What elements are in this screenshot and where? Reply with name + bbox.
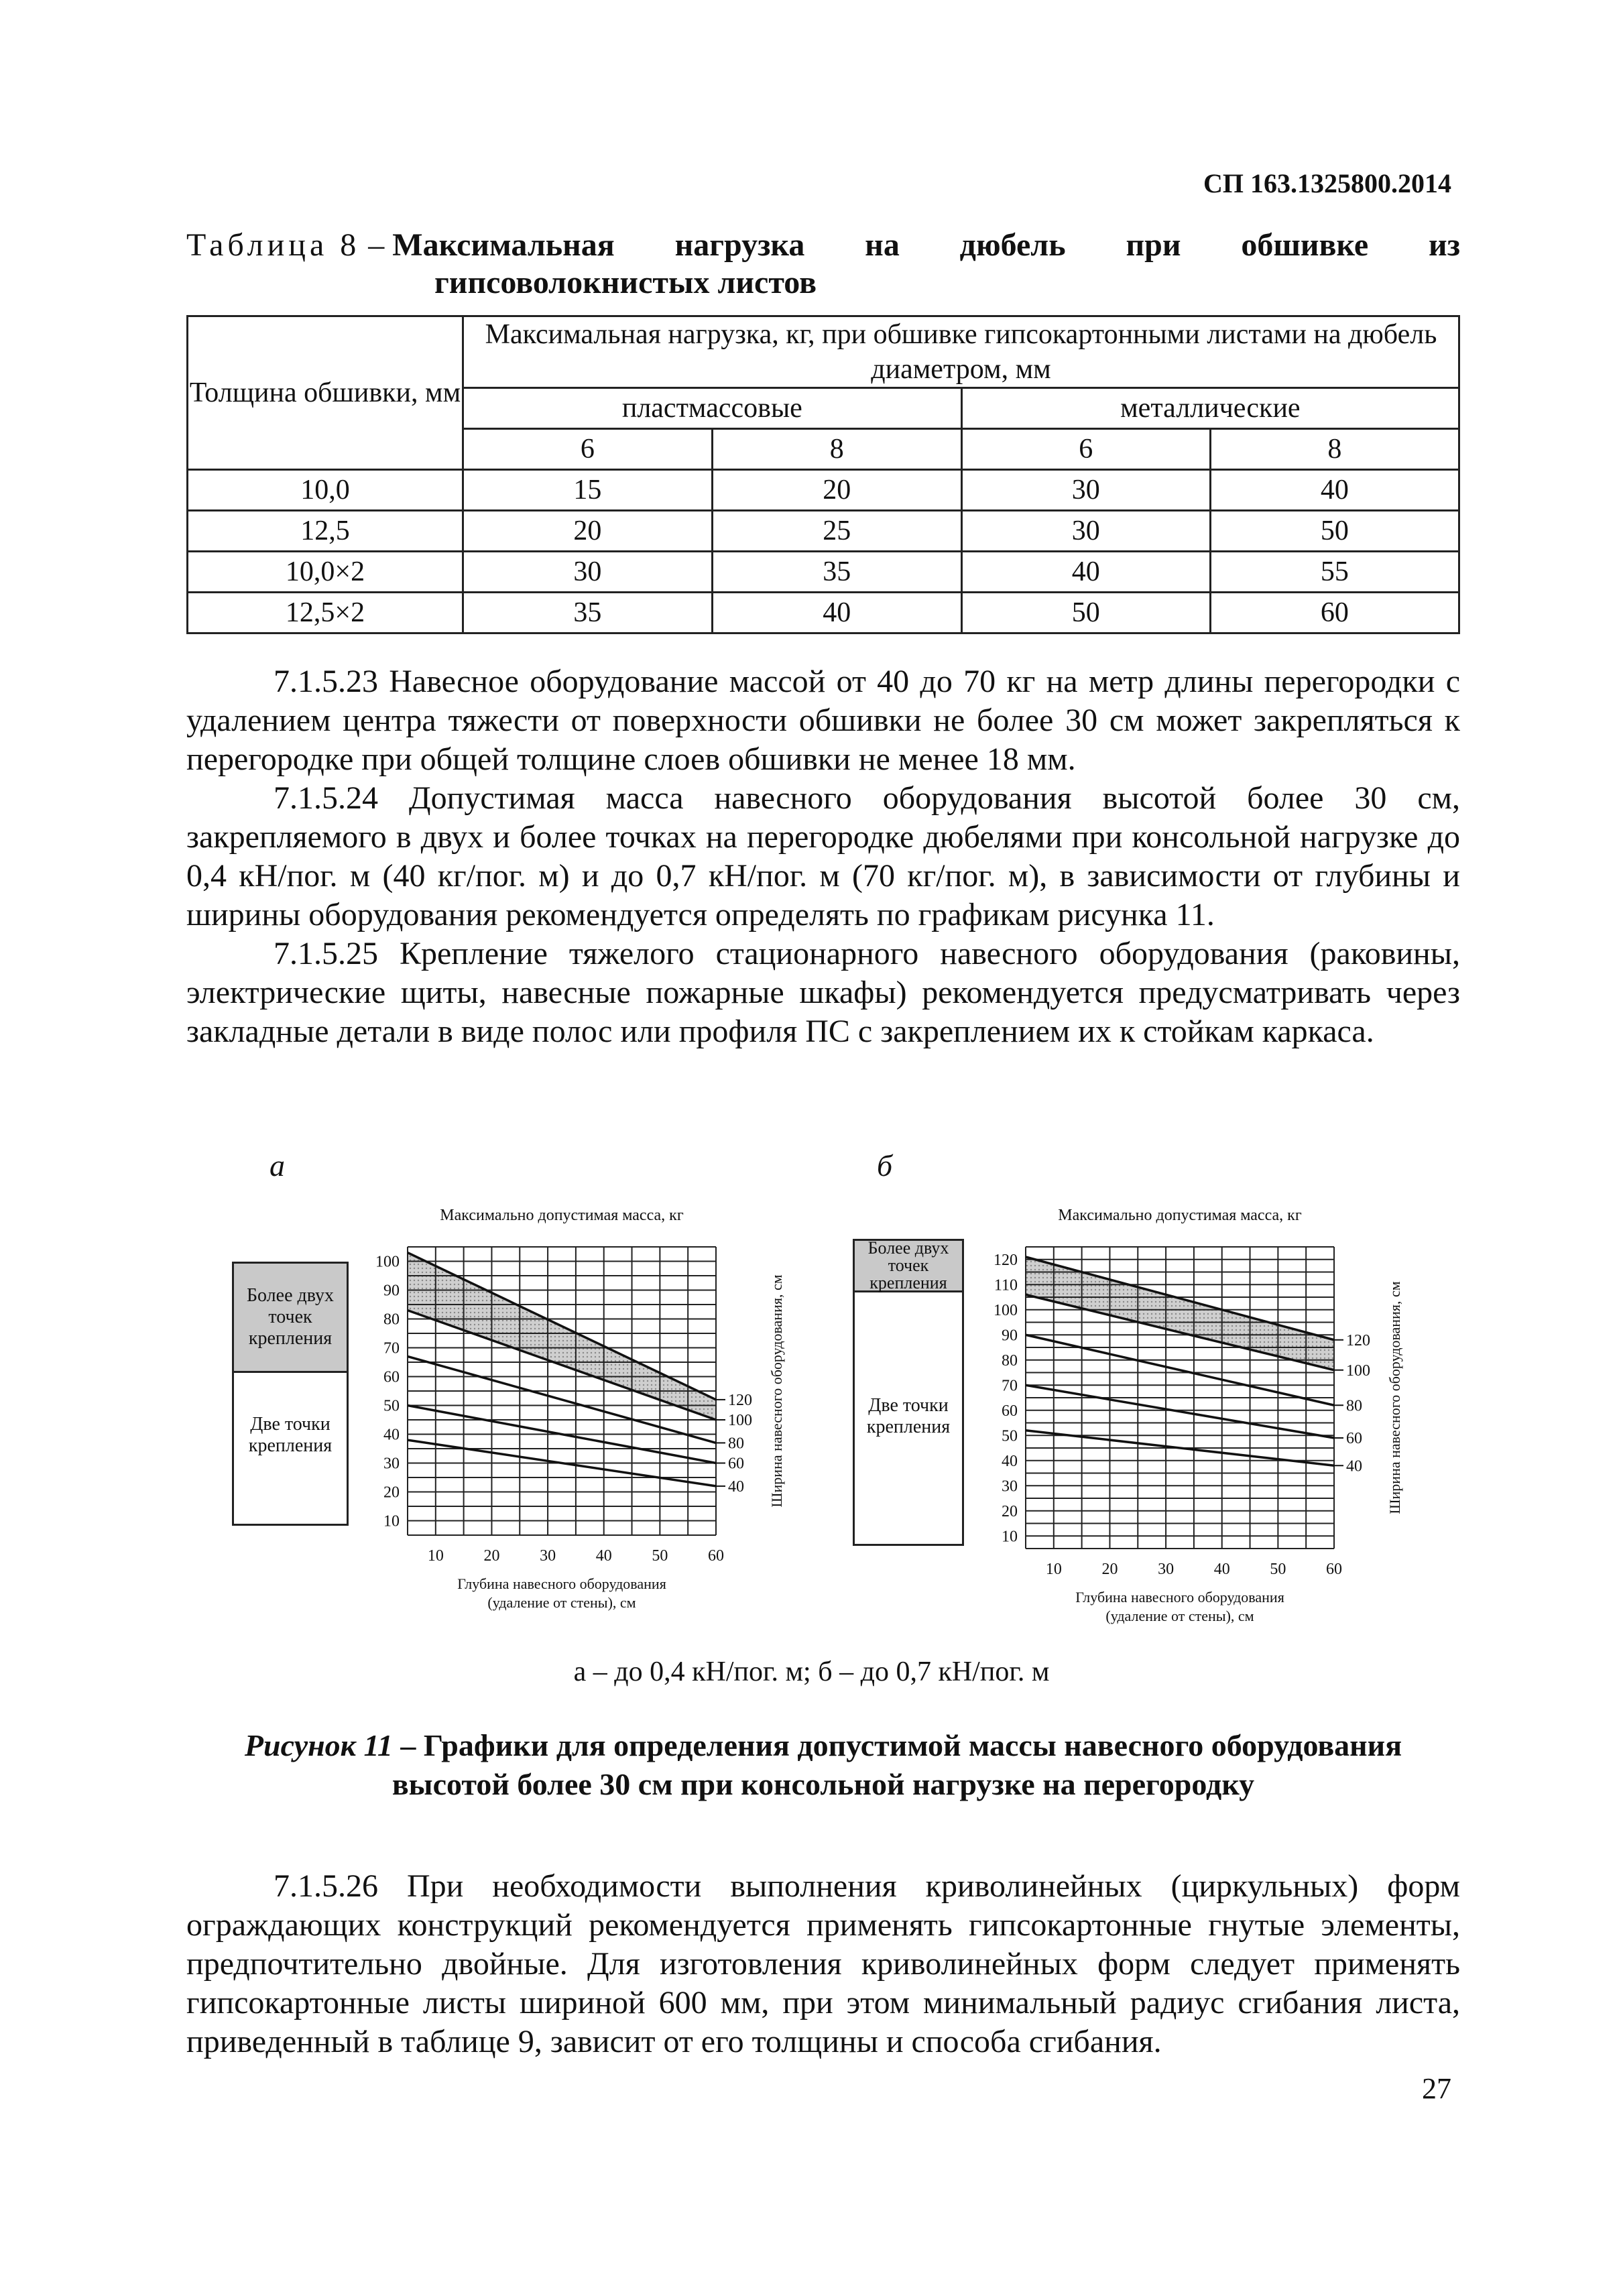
x-tick-label: 50 <box>1270 1561 1286 1578</box>
chart-b <box>965 1200 1448 1636</box>
table-cell: 35 <box>712 552 961 593</box>
panel-a-letter: а <box>269 1148 285 1183</box>
chart-b-zone-multi: Более двух точек крепления <box>855 1241 962 1292</box>
table-caption-word: при <box>1126 227 1181 263</box>
right-axis-label: Ширина навесного оборудования, см <box>1386 1281 1403 1514</box>
table-cell: 12,5 <box>188 511 463 552</box>
table-head-metal: металлические <box>961 388 1459 429</box>
panel-b-letter: б <box>877 1148 893 1183</box>
y-tick-label: 120 <box>994 1251 1018 1269</box>
table-caption-prefix: Таблица 8 <box>186 227 361 263</box>
shaded-zone <box>1026 1257 1334 1370</box>
y-tick-label: 60 <box>1002 1402 1018 1420</box>
chart-a <box>349 1207 818 1622</box>
table-cell: 50 <box>961 593 1210 633</box>
table-cell: 25 <box>712 511 961 552</box>
x-tick-label: 20 <box>1101 1561 1118 1578</box>
paragraph: 7.1.5.25 Крепление тяжелого стационарного навесного оборудования (раковины, электрические щиты, навесные пожарные шкафы) рекомендуется предусматривать через закладные детали в виде полос или профиля ПС с закреплением их к стойкам каркаса. <box>186 936 1460 1049</box>
right-axis-label: Ширина навесного оборудования, см <box>768 1274 785 1508</box>
table-cell: 50 <box>1210 511 1459 552</box>
chart-a-zone-multi: Более двух точек крепления <box>234 1264 347 1373</box>
table-caption-word: Максимальная <box>392 227 615 263</box>
x-tick-label: 20 <box>483 1547 500 1565</box>
paragraph: 7.1.5.26 При необходимости выполнения криволинейных (циркульных) форм ограждающих конструкций рекомендуется применять гипсокартонные гнутые элементы, предпочтительно двойные. Для изготовления криволинейных форм следует применять гипсокартонные листы шириной 600 мм, при этом минимальный радиус сгибания листа, приведенный в таблице 9, зависит от его толщины и способа сгибания. <box>186 1868 1460 2059</box>
x-axis-label: (удаление от стены), см <box>1105 1608 1254 1624</box>
y-tick-label: 80 <box>1002 1351 1018 1370</box>
table-cell: 30 <box>961 511 1210 552</box>
table-caption-word: обшивке <box>1241 227 1369 263</box>
y-tick-label: 70 <box>1002 1377 1018 1395</box>
table-cell: 20 <box>712 470 961 511</box>
y-tick-label: 30 <box>1002 1477 1018 1496</box>
figure-subcaption: а – до 0,4 кН/пог. м; б – до 0,7 кН/пог. м <box>573 1656 1050 1687</box>
table-cell: 30 <box>463 552 713 593</box>
table-cell: 12,5×2 <box>188 593 463 633</box>
table-head-thickness: Толщина обшивки, мм <box>188 316 463 470</box>
x-tick-label: 30 <box>540 1547 556 1565</box>
series-line <box>1026 1385 1334 1438</box>
paragraph: 7.1.5.23 Навесное оборудование массой от 40 до 70 кг на метр длины перегородки с удалением центра тяжести от поверхности обшивки не более 30 см может закрепляться к перегородке при общей толщине слоев обшивки не менее 18 мм. <box>186 664 1460 777</box>
table-caption-word: дюбель <box>959 227 1066 263</box>
x-tick-label: 10 <box>1045 1561 1062 1578</box>
paragraphs-bottom <box>186 1867 1460 2061</box>
table-cell: 55 <box>1210 552 1459 593</box>
x-tick-label: 40 <box>595 1547 612 1565</box>
figure-caption <box>186 1726 1460 1804</box>
y-tick-label: 20 <box>1002 1502 1018 1520</box>
table-head-diameter: 6 <box>961 429 1210 470</box>
chart-a-zone-two: Две точки крепления <box>248 1414 333 1456</box>
x-tick-label: 60 <box>708 1547 724 1565</box>
y-tick-label: 50 <box>383 1397 400 1415</box>
x-tick-label: 50 <box>652 1547 668 1565</box>
table-head-diameter: 8 <box>712 429 961 470</box>
table-cell: 10,0 <box>188 470 463 511</box>
table-caption-line1 <box>186 227 1460 264</box>
series-label: 100 <box>728 1412 752 1429</box>
x-tick-label: 60 <box>1326 1561 1342 1578</box>
y-tick-label: 80 <box>383 1311 400 1329</box>
series-label: 40 <box>728 1477 744 1496</box>
chart-title: Максимально допустимая масса, кг <box>1058 1207 1302 1224</box>
y-tick-label: 20 <box>383 1484 400 1502</box>
y-tick-label: 110 <box>994 1276 1018 1294</box>
table-cell: 20 <box>463 511 713 552</box>
y-tick-label: 100 <box>375 1253 400 1271</box>
x-tick-label: 30 <box>1158 1561 1175 1578</box>
chart-b-zone-two: Две точки крепления <box>866 1395 951 1437</box>
y-tick-label: 40 <box>383 1426 400 1444</box>
y-tick-label: 10 <box>383 1512 400 1530</box>
y-tick-label: 40 <box>1002 1452 1018 1470</box>
page-number: 27 <box>1422 2072 1451 2105</box>
table-row <box>188 593 1459 633</box>
figure-caption-text: – Графики для определения допустимой массы навесного оборудования высотой более 30 см при консольной нагрузке на перегородку <box>392 1728 1402 1801</box>
x-axis-label: Глубина навесного оборудования <box>457 1575 666 1592</box>
table-caption-word: нагрузка <box>674 227 805 263</box>
y-tick-label: 70 <box>383 1339 400 1357</box>
chart-title: Максимально допустимая масса, кг <box>440 1207 684 1224</box>
y-tick-label: 30 <box>383 1455 400 1473</box>
series-label: 120 <box>728 1391 752 1409</box>
table-row <box>188 470 1459 511</box>
series-label: 40 <box>1346 1457 1362 1475</box>
table-cell: 15 <box>463 470 713 511</box>
table-caption <box>186 227 1460 302</box>
table-cell: 40 <box>1210 470 1459 511</box>
table-caption-word: на <box>865 227 900 263</box>
table-caption-word: из <box>1429 227 1460 263</box>
x-tick-label: 10 <box>427 1547 444 1565</box>
table-row <box>188 552 1459 593</box>
load-table <box>186 315 1460 634</box>
series-label: 60 <box>728 1455 744 1473</box>
table-row <box>188 511 1459 552</box>
paragraph: 7.1.5.24 Допустимая масса навесного оборудования высотой более 30 см, закрепляемого в двух и более точках на перегородке дюбелями при консольной нагрузке до 0,4 кН/пог. м (40 кг/пог. м) и до 0,7 кН/пог. м (70 кг/пог. м), в зависимости от глубины и ширины оборудования рекомендуется определять по графикам рисунка 11. <box>186 780 1460 932</box>
y-tick-label: 10 <box>1002 1528 1018 1546</box>
x-axis-label: (удаление от стены), см <box>487 1594 636 1611</box>
x-axis-label: Глубина навесного оборудования <box>1075 1589 1284 1606</box>
y-tick-label: 50 <box>1002 1427 1018 1445</box>
table-cell: 40 <box>961 552 1210 593</box>
table-cell: 30 <box>961 470 1210 511</box>
table-head-load: Максимальная нагрузка, кг, при обшивке гипсокартонными листами на дюбель диаметром, мм <box>463 316 1459 388</box>
table-caption-dash: – <box>360 227 393 263</box>
table-head-diameter: 8 <box>1210 429 1459 470</box>
series-label: 60 <box>1346 1430 1362 1447</box>
document-code: СП 163.1325800.2014 <box>1203 168 1451 198</box>
figure-caption-label: Рисунок 11 <box>244 1728 393 1762</box>
y-tick-label: 90 <box>383 1282 400 1300</box>
table-cell: 35 <box>463 593 713 633</box>
table-caption-line2: гипсоволокнистых листов <box>434 265 817 300</box>
table-cell: 10,0×2 <box>188 552 463 593</box>
table-cell: 60 <box>1210 593 1459 633</box>
table-cell: 40 <box>712 593 961 633</box>
y-tick-label: 100 <box>994 1301 1018 1319</box>
series-label: 120 <box>1346 1331 1370 1349</box>
table-head-diameter: 6 <box>463 429 713 470</box>
series-label: 100 <box>1346 1362 1370 1380</box>
paragraphs-top <box>186 662 1460 1051</box>
y-tick-label: 60 <box>383 1368 400 1386</box>
series-label: 80 <box>728 1435 744 1453</box>
chart-a-zone-legend <box>232 1262 349 1526</box>
table-caption-start <box>186 227 615 264</box>
shaded-zone <box>408 1253 716 1420</box>
table-head-plastic: пластмассовые <box>463 388 962 429</box>
x-tick-label: 40 <box>1213 1561 1230 1578</box>
series-label: 80 <box>1346 1397 1362 1415</box>
y-tick-label: 90 <box>1002 1327 1018 1345</box>
chart-b-zone-legend <box>853 1239 964 1546</box>
